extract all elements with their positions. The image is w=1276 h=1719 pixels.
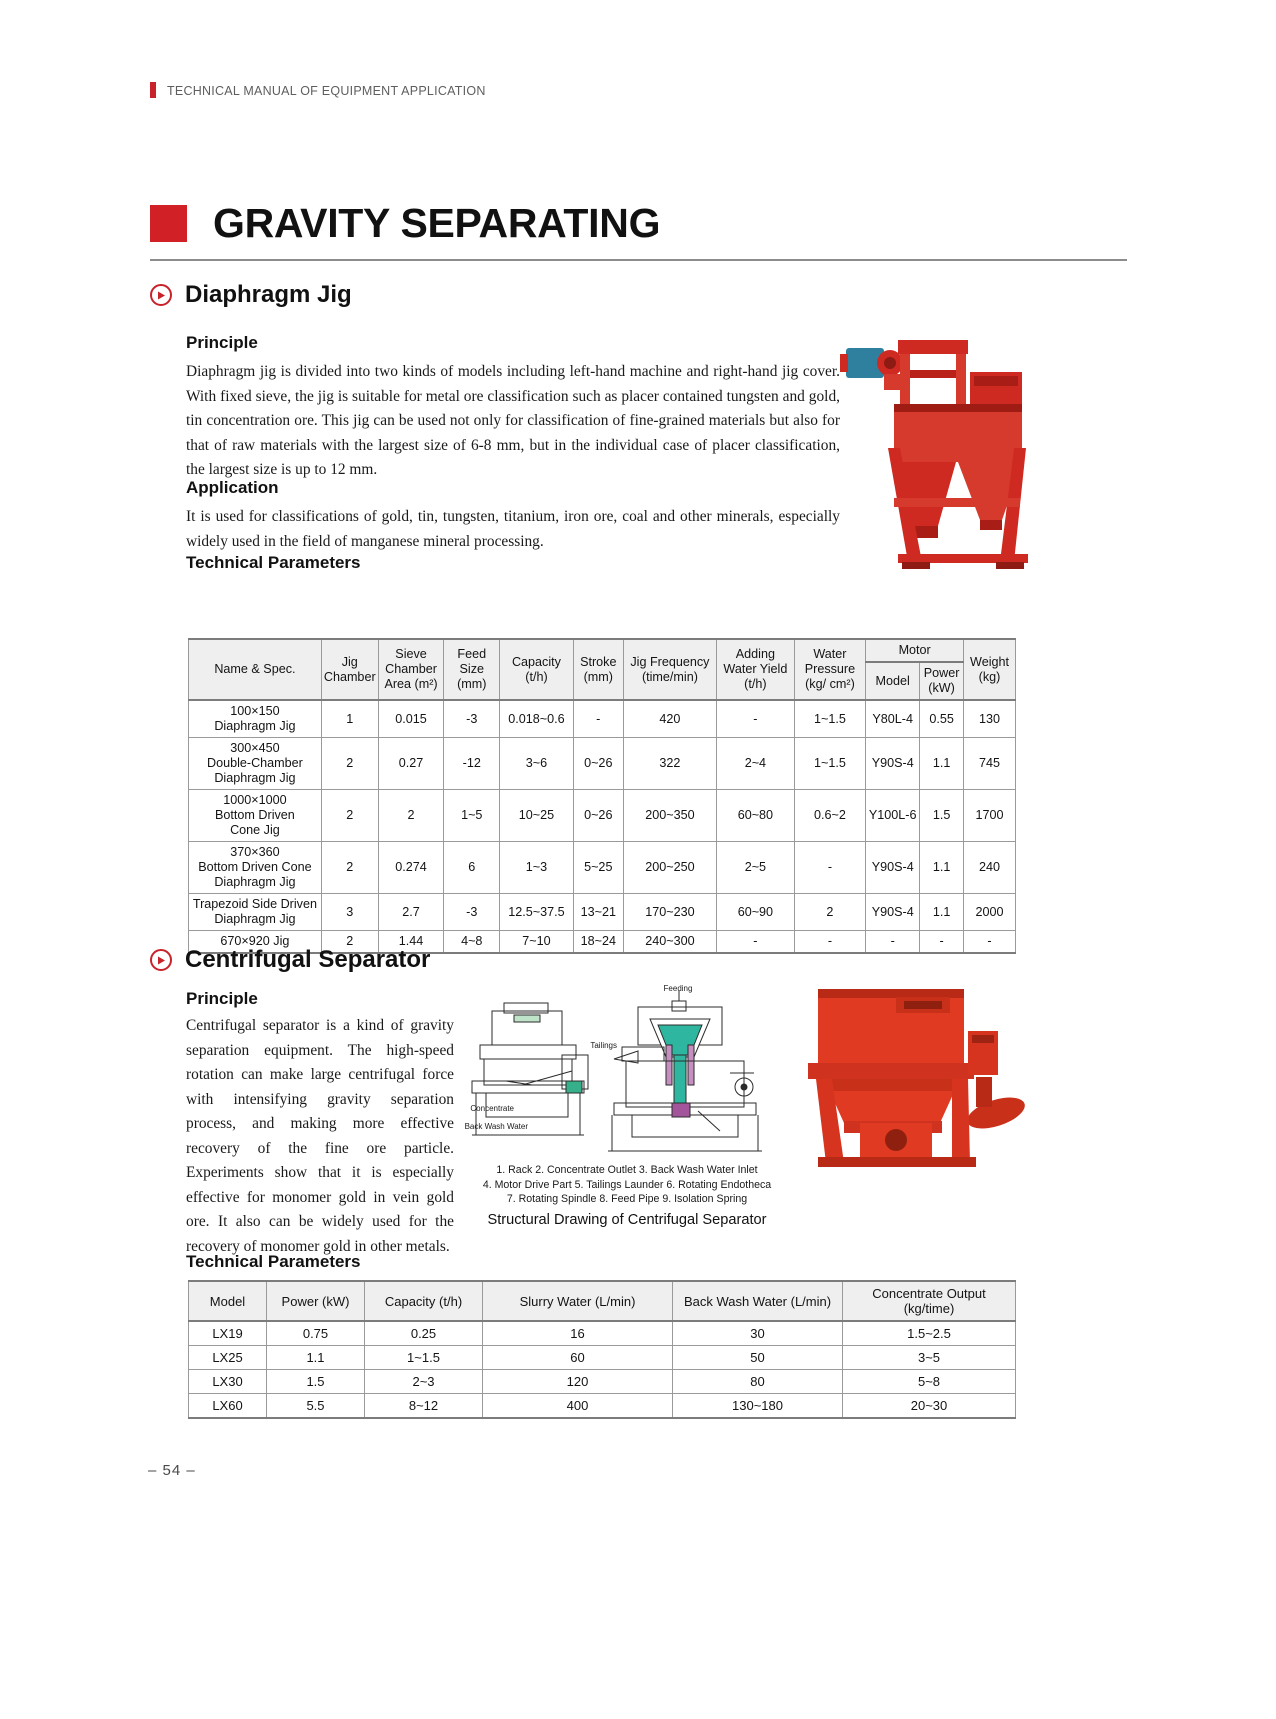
cell-capacity: 12.5~37.5 [500,894,574,931]
title-divider [150,259,1127,261]
page-number: – 54 – [148,1462,196,1479]
cell-chamber: 2 [321,738,378,790]
cell-motor-power: 1.1 [920,842,964,894]
cell-weight: - [964,931,1016,954]
cell-value: 1.1 [267,1346,365,1370]
th-name-spec: Name & Spec. [189,639,322,700]
subheading-principle-2: Principle [186,989,258,1008]
cell-value: 1.5 [267,1370,365,1394]
table-header-row [189,639,1016,662]
cell-stroke: 5~25 [573,842,623,894]
cell-stroke: 0~26 [573,738,623,790]
table-row [189,842,1016,894]
cell-motor-power: 1.5 [920,790,964,842]
cell-stroke: - [573,700,623,738]
th-jig-frequency: Jig Frequency (time/min) [623,639,716,700]
diagram-label-feeding: Feeding [663,985,693,993]
cell-frequency: 322 [623,738,716,790]
centrifugal-separator-photo [800,985,1028,1175]
cell-value: 60 [483,1346,673,1370]
legend-line-1: 1. Rack 2. Concentrate Outlet 3. Back Wash Water Inlet [496,1164,758,1176]
cell-chamber: 3 [321,894,378,931]
cell-motor-model: Y90S-4 [866,842,920,894]
cell-value: 1.5~2.5 [843,1321,1016,1346]
cell-capacity: 10~25 [500,790,574,842]
cell-motor-model: - [866,931,920,954]
cell-water-yield: - [717,931,794,954]
cell-chamber: 2 [321,842,378,894]
cell-value: 2~3 [365,1370,483,1394]
cell-water-yield: 2~5 [717,842,794,894]
th-motor-power: Power (kW) [920,662,964,700]
arrow-circle-icon [150,949,172,971]
cell-capacity: 3~6 [500,738,574,790]
cell-value: 0.25 [365,1321,483,1346]
cell-value: 130~180 [673,1394,843,1419]
section-title-text: Centrifugal Separator [185,946,431,973]
cell-water-yield: 2~4 [717,738,794,790]
cell-feed-size: 4~8 [444,931,500,954]
cell-sieve-area: 1.44 [378,931,444,954]
table-row [189,738,1016,790]
cell-value: 5~8 [843,1370,1016,1394]
cell-feed-size: 1~5 [444,790,500,842]
cell-stroke: 13~21 [573,894,623,931]
th-motor-model: Model [866,662,920,700]
cell-value: 0.75 [267,1321,365,1346]
cell-value: 5.5 [267,1394,365,1419]
cell-value: 400 [483,1394,673,1419]
running-header-text: TECHNICAL MANUAL OF EQUIPMENT APPLICATION [167,84,486,98]
table-row [189,1321,1016,1346]
legend-line-3: 7. Rotating Spindle 8. Feed Pipe 9. Isolation Spring [506,1193,748,1205]
cell-feed-size: -3 [444,894,500,931]
table-row [189,1394,1016,1419]
cell-frequency: 420 [623,700,716,738]
cell-water-yield: 60~90 [717,894,794,931]
diagram-caption: Structural Drawing of Centrifugal Separator [487,1212,767,1228]
th-model: Model [189,1281,267,1321]
cell-frequency: 200~350 [623,790,716,842]
th-capacity: Capacity (t/h) [500,639,574,700]
cell-chamber: 2 [321,931,378,954]
cell-motor-power: 0.55 [920,700,964,738]
running-header-accent-bar [150,82,156,98]
cell-weight: 745 [964,738,1016,790]
cell-name-spec: 370×360 Bottom Driven Cone Diaphragm Jig [189,842,322,894]
centrifugal-separator-parameters-table [188,1280,1016,1419]
section-heading-diaphragm-jig [150,281,352,309]
cell-model: LX30 [189,1370,267,1394]
cell-value: 16 [483,1321,673,1346]
cell-motor-model: Y100L-6 [866,790,920,842]
cell-motor-model: Y90S-4 [866,894,920,931]
th-power-kw: Power (kW) [267,1281,365,1321]
cell-water-pressure: 1~1.5 [794,700,866,738]
subheading-technical-parameters-2: Technical Parameters [186,1252,361,1271]
cell-sieve-area: 0.274 [378,842,444,894]
cell-weight: 130 [964,700,1016,738]
application-text: It is used for classifications of gold, tin, tungsten, titanium, iron ore, coal and other minerals, especially widely used in the field of manganese mineral processing. [186,508,840,550]
cell-feed-size: -3 [444,700,500,738]
subheading-technical-parameters-1: Technical Parameters [186,553,361,572]
cell-sieve-area: 0.015 [378,700,444,738]
principle-text-1: Diaphragm jig is divided into two kinds of models including left-hand machine and right-hand jig cover. With fixed sieve, the jig is suitable for metal ore classification such as placer contained tungsten and gold, tin concentration ore. This jig can be used not only for classification of fine-grained materials but also for that of raw materials with the largest size of 6-8 mm, but in the individual case of placer classification, the largest size is up to 12 mm. [186,363,840,478]
diagram-label-concentrate: Concentrate [470,1104,514,1113]
cell-chamber: 1 [321,700,378,738]
th-stroke: Stroke (mm) [573,639,623,700]
th-concentrate-output-kg-time: Concentrate Output (kg/time) [843,1281,1016,1321]
arrow-circle-icon [150,284,172,306]
cell-sieve-area: 0.27 [378,738,444,790]
section-title-text: Diaphragm Jig [185,281,352,308]
th-jig-chamber: Jig Chamber [321,639,378,700]
cell-motor-power: 1.1 [920,738,964,790]
cell-motor-model: Y80L-4 [866,700,920,738]
cell-capacity: 1~3 [500,842,574,894]
cell-stroke: 18~24 [573,931,623,954]
cell-value: 50 [673,1346,843,1370]
title-square-marker [150,205,187,242]
table-body [189,1321,1016,1418]
centrifugal-separator-structural-drawing [462,985,792,1160]
table-header [189,1281,1016,1321]
table-row [189,1370,1016,1394]
cell-name-spec: 300×450 Double-Chamber Diaphragm Jig [189,738,322,790]
cell-value: 80 [673,1370,843,1394]
diaphragm-jig-photo [838,330,1028,575]
th-capacity-t-h: Capacity (t/h) [365,1281,483,1321]
cell-value: 120 [483,1370,673,1394]
cell-value: 3~5 [843,1346,1016,1370]
th-water-pressure: Water Pressure (kg/ cm²) [794,639,866,700]
cell-water-pressure: 2 [794,894,866,931]
th-motor: Motor [866,639,964,662]
subheading-principle-1: Principle [186,333,258,352]
cell-water-yield: - [717,700,794,738]
subheading-application: Application [186,478,279,497]
cell-value: 8~12 [365,1394,483,1419]
cell-motor-power: - [920,931,964,954]
page-title-text: GRAVITY SEPARATING [213,200,661,246]
diagram-label-backwash: Back Wash Water [464,1122,528,1131]
legend-line-2: 4. Motor Drive Part 5. Tailings Launder 6. Rotating Endotheca [482,1178,772,1191]
cell-water-pressure: 0.6~2 [794,790,866,842]
cell-value: 20~30 [843,1394,1016,1419]
table-row [189,894,1016,931]
cell-water-pressure: - [794,931,866,954]
th-feed-size: Feed Size (mm) [444,639,500,700]
cell-weight: 240 [964,842,1016,894]
th-weight: Weight (kg) [964,639,1016,700]
cell-water-pressure: - [794,842,866,894]
table-header [189,639,1016,700]
cell-sieve-area: 2.7 [378,894,444,931]
cell-chamber: 2 [321,790,378,842]
cell-frequency: 200~250 [623,842,716,894]
cell-value: 30 [673,1321,843,1346]
cell-feed-size: 6 [444,842,500,894]
cell-name-spec: 100×150 Diaphragm Jig [189,700,322,738]
cell-value: 1~1.5 [365,1346,483,1370]
cell-motor-model: Y90S-4 [866,738,920,790]
section-heading-centrifugal-separator [150,946,430,974]
cell-weight: 2000 [964,894,1016,931]
th-sieve-chamber-area: Sieve Chamber Area (m²) [378,639,444,700]
cell-feed-size: -12 [444,738,500,790]
cell-stroke: 0~26 [573,790,623,842]
cell-name-spec: Trapezoid Side Driven Diaphragm Jig [189,894,322,931]
running-header [150,82,486,98]
diagram-legend [462,1163,792,1207]
th-adding-water-yield: Adding Water Yield (t/h) [717,639,794,700]
table-row [189,790,1016,842]
cell-model: LX60 [189,1394,267,1419]
cell-model: LX19 [189,1321,267,1346]
table-header-row [189,1281,1016,1321]
cell-water-pressure: 1~1.5 [794,738,866,790]
th-slurry-water-l-min: Slurry Water (L/min) [483,1281,673,1321]
cell-model: LX25 [189,1346,267,1370]
page-title [150,200,660,247]
cell-frequency: 170~230 [623,894,716,931]
cell-water-yield: 60~80 [717,790,794,842]
cell-name-spec: 670×920 Jig [189,931,322,954]
cell-motor-power: 1.1 [920,894,964,931]
th-back-wash-water-l-min: Back Wash Water (L/min) [673,1281,843,1321]
diagram-label-tailings: Tailings [590,1041,617,1050]
cell-frequency: 240~300 [623,931,716,954]
principle-text-2: Centrifugal separator is a kind of gravity separation equipment. The high-speed rotation can make large centrifugal force with intensifying gravity separation process, and making more effective recovery of the fine ore particle. Experiments show that it is especially effective for monomer gold in vein gold ore. It also can be widely used for the recovery of monomer gold in other metals. [186,1017,454,1255]
table-row [189,1346,1016,1370]
cell-sieve-area: 2 [378,790,444,842]
cell-name-spec: 1000×1000 Bottom Driven Cone Jig [189,790,322,842]
diaphragm-jig-parameters-table [188,638,1016,954]
cell-weight: 1700 [964,790,1016,842]
table-body [189,700,1016,953]
table-row [189,700,1016,738]
cell-capacity: 7~10 [500,931,574,954]
cell-capacity: 0.018~0.6 [500,700,574,738]
